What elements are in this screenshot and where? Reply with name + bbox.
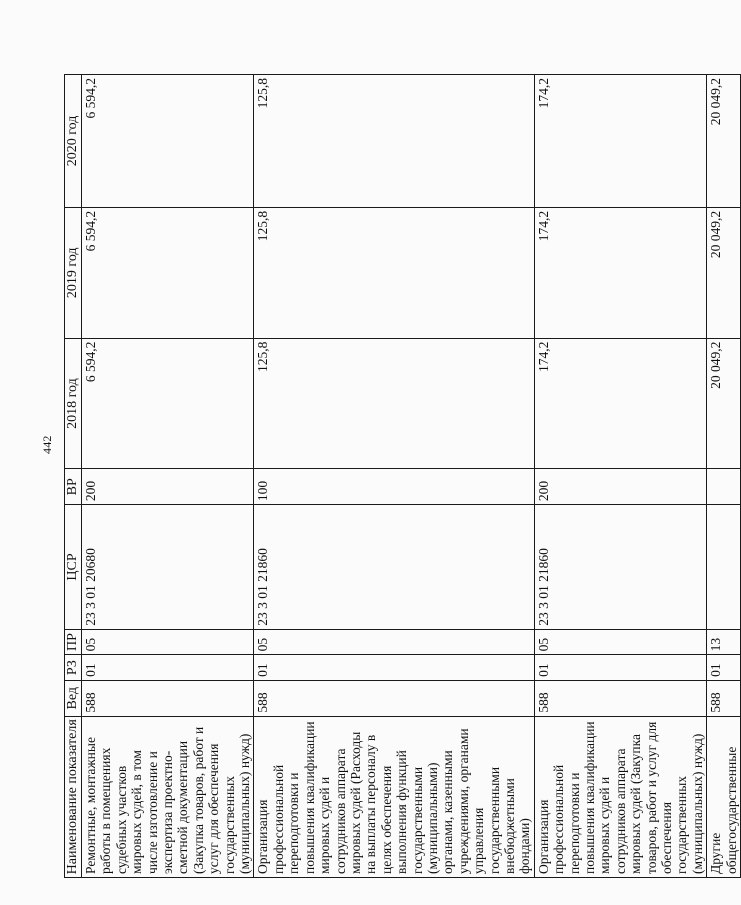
table-row	[82, 75, 254, 878]
cell-2019: 125,8	[254, 207, 534, 338]
cell-2019: 6 594,2	[82, 207, 254, 338]
cell-ved: 588	[82, 680, 254, 716]
cell-name: Организация профессиональной переподготовки и повышения квалификации мировых судей и сотрудников аппарата мировых судей (Закупка товаров, работ и услуг для обеспечения государственных (муниципальных) нужд)	[534, 716, 706, 877]
cell-csr: 23 3 01 21860	[534, 505, 706, 630]
header-pr: ПР	[65, 629, 82, 655]
cell-vr: 200	[534, 469, 706, 505]
cell-pr: 05	[254, 629, 534, 655]
cell-2019: 174,2	[534, 207, 706, 338]
cell-csr: 23 3 01 20680	[82, 505, 254, 630]
cell-vr	[707, 469, 741, 505]
header-2018: 2018 год	[65, 338, 82, 469]
header-csr: ЦСР	[65, 505, 82, 630]
cell-vr: 200	[82, 469, 254, 505]
cell-2019: 20 049,2	[707, 207, 741, 338]
cell-name: Ремонтные, монтажные работы в помещениях судебных участков мировых судей, в том числе изготовление и экспертиза проектно-сметной документации (Закупка товаров, работ и услуг для обеспечения государственных (муниципальных) нужд)	[82, 716, 254, 877]
table-header-row	[65, 75, 82, 878]
cell-rz: 01	[534, 655, 706, 681]
header-vr: ВР	[65, 469, 82, 505]
cell-name: Другие общегосударственные	[707, 716, 741, 877]
cell-ved: 588	[534, 680, 706, 716]
cell-csr: 23 3 01 21860	[254, 505, 534, 630]
cell-2018: 125,8	[254, 338, 534, 469]
header-2020: 2020 год	[65, 75, 82, 208]
header-rz: РЗ	[65, 655, 82, 681]
header-2019: 2019 год	[65, 207, 82, 338]
cell-rz: 01	[707, 655, 741, 681]
table-row	[254, 75, 534, 878]
header-name: Наименование показателя	[65, 716, 82, 877]
cell-ved: 588	[254, 680, 534, 716]
cell-name: Организация профессиональной переподготовки и повышения квалификации мировых судей и сотрудников аппарата мировых судей (Расходы на выплаты персоналу в целях обеспечения выполнения функций государственными (муниципальными) органами, казенными учреждениями, органами управления государственными внебюджетными фондами)	[254, 716, 534, 877]
table-row	[534, 75, 706, 878]
budget-table	[64, 74, 741, 878]
cell-2018: 174,2	[534, 338, 706, 469]
cell-2020: 174,2	[534, 75, 706, 208]
cell-2020: 6 594,2	[82, 75, 254, 208]
cell-rz: 01	[254, 655, 534, 681]
cell-pr: 05	[82, 629, 254, 655]
cell-csr	[707, 505, 741, 630]
cell-2018: 20 049,2	[707, 338, 741, 469]
cell-2020: 20 049,2	[707, 75, 741, 208]
header-ved: Вед	[65, 680, 82, 716]
cell-ved: 588	[707, 680, 741, 716]
cell-2020: 125,8	[254, 75, 534, 208]
cell-pr: 05	[534, 629, 706, 655]
page-number: 442	[40, 435, 54, 454]
cell-rz: 01	[82, 655, 254, 681]
rotated-table-wrapper	[64, 74, 739, 878]
cell-vr: 100	[254, 469, 534, 505]
cell-2018: 6 594,2	[82, 338, 254, 469]
cell-pr: 13	[707, 629, 741, 655]
table-row	[707, 75, 741, 878]
